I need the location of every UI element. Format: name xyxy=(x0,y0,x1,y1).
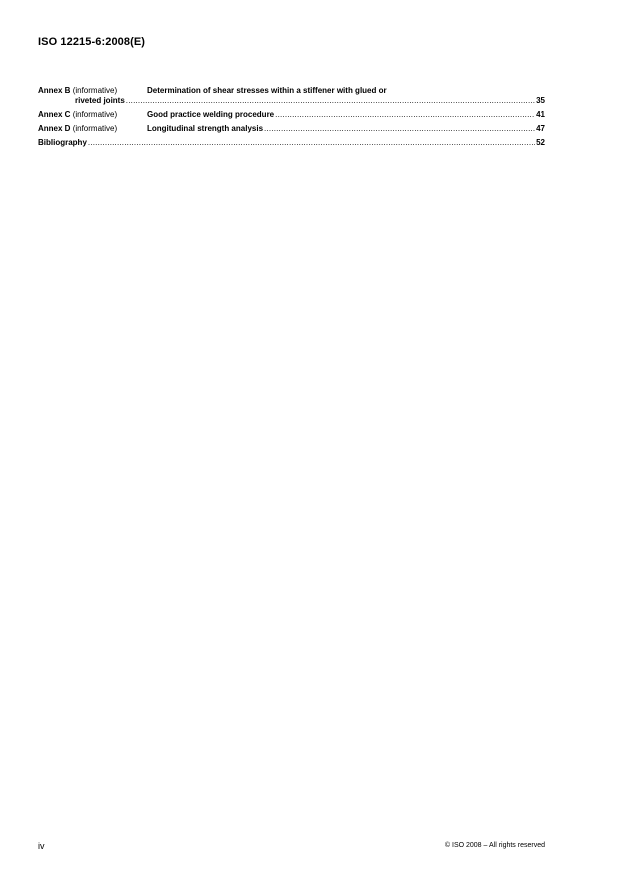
document-header-title: ISO 12215-6:2008(E) xyxy=(38,36,146,48)
dot-leader xyxy=(88,138,535,148)
dot-leader xyxy=(275,110,535,120)
dot-leader xyxy=(264,124,535,134)
dot-leader xyxy=(126,96,535,106)
toc-entry-annex-b[interactable] xyxy=(38,86,545,106)
annex-prefix xyxy=(38,110,147,120)
annex-label: Annex D xyxy=(38,124,71,133)
footer-page-number: iv xyxy=(38,841,45,851)
toc-entry-title: Bibliography xyxy=(38,138,87,147)
footer-copyright: © ISO 2008 – All rights reserved xyxy=(444,842,545,849)
annex-qualifier: (informative) xyxy=(72,110,118,119)
toc-entry-title: Longitudinal strength analysis xyxy=(147,124,264,133)
toc-entry-first-line xyxy=(38,86,545,96)
toc-entry-title-continuation: riveted joints xyxy=(75,96,125,105)
annex-label: Annex B xyxy=(38,86,71,95)
toc-page-number: 41 xyxy=(536,110,545,119)
toc-entry-title: Good practice welding procedure xyxy=(147,110,275,119)
annex-qualifier: (informative) xyxy=(72,86,118,95)
annex-label: Annex C xyxy=(38,110,71,119)
table-of-contents xyxy=(38,86,545,152)
toc-entry-bibliography[interactable] xyxy=(38,138,545,148)
toc-page-number: 47 xyxy=(536,124,545,133)
toc-entry-line xyxy=(38,138,545,148)
toc-page-number: 35 xyxy=(536,96,545,105)
toc-entry-title: Determination of shear stresses within a stiffener with glued or xyxy=(147,86,387,95)
toc-entry-continuation-line xyxy=(38,96,545,106)
annex-prefix xyxy=(38,124,147,134)
toc-entry-line xyxy=(38,124,545,134)
toc-entry-annex-c[interactable] xyxy=(38,110,545,120)
toc-entry-annex-d[interactable] xyxy=(38,124,545,134)
annex-prefix xyxy=(38,86,147,96)
toc-page-number: 52 xyxy=(536,138,545,147)
annex-qualifier: (informative) xyxy=(72,124,118,133)
toc-entry-line xyxy=(38,110,545,120)
